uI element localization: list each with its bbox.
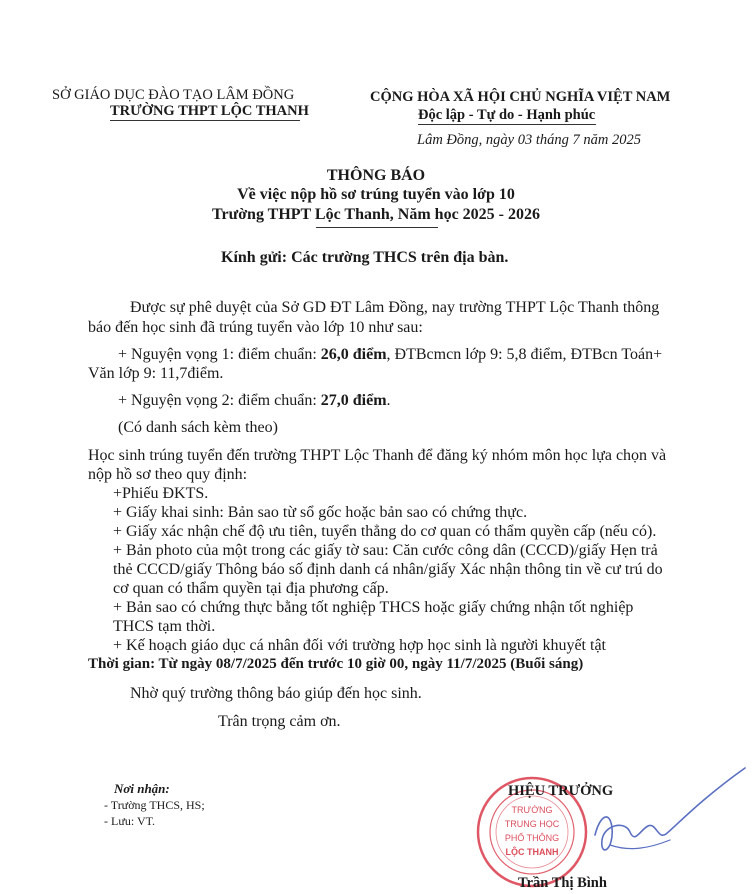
school-underline xyxy=(110,120,300,121)
notice-subject-2: Trường THPT Lộc Thanh, Năm học 2025 - 2026 xyxy=(212,206,540,223)
attachment-note: (Có danh sách kèm theo) xyxy=(118,419,278,436)
signature-title: HIỆU TRƯỞNG xyxy=(508,783,614,799)
requirement-item: THCS tạm thời. xyxy=(113,618,216,635)
intro-line-2: báo đến học sinh đã trúng tuyển vào lớp 10 như sau: xyxy=(88,319,423,336)
request-line: Nhờ quý trường thông báo giúp đến học sinh. xyxy=(130,685,422,702)
aspiration-2-rest: . xyxy=(386,392,391,409)
requirement-item: thẻ CCCD/giấy Thông báo số định danh cá nhân/giấy Xác nhận thông tin về cư trú do xyxy=(113,561,663,578)
seal-line: TRUNG HỌC xyxy=(504,819,560,829)
aspiration-1-score: 26,0 điểm xyxy=(320,346,387,363)
requirement-item: + Kế hoạch giáo dục cá nhân đối với trường hợp học sinh là người khuyết tật xyxy=(113,637,606,654)
notice-subject-1: Về việc nộp hồ sơ trúng tuyển vào lớp 10 xyxy=(237,186,515,203)
place-date: Lâm Đồng, ngày 03 tháng 7 năm 2025 xyxy=(417,132,641,148)
deadline: Thời gian: Từ ngày 08/7/2025 đến trước 10 giờ 00, ngày 11/7/2025 (Buổi sáng) xyxy=(88,656,584,672)
aspiration-1-line-2: Văn lớp 9: 11,7điểm. xyxy=(88,365,224,382)
aspiration-1-rest: , ĐTBcmcn lớp 9: 5,8 điểm, ĐTBcn Toán+ xyxy=(386,346,663,363)
aspiration-1-line-1 xyxy=(118,345,662,364)
signature-scribble-icon xyxy=(540,760,752,880)
aspiration-2-score: 27,0 điểm xyxy=(320,392,387,409)
aspiration-2-prefix: + Nguyện vọng 2: điểm chuẩn: xyxy=(118,392,321,409)
intro-line-1: Được sự phê duyệt của Sở GD ĐT Lâm Đồng, nay trường THPT Lộc Thanh thông xyxy=(130,299,660,316)
closing-line: Trân trọng cảm ơn. xyxy=(218,713,341,730)
requirements-line-2: nộp hồ sơ theo quy định: xyxy=(88,466,248,483)
seal-line: LỘC THANH xyxy=(505,847,559,857)
requirement-item: +Phiếu ĐKTS. xyxy=(113,485,209,502)
title-rule xyxy=(316,227,438,228)
requirement-item: + Bản photo của một trong các giấy tờ sau: Căn cước công dân (CCCD)/giấy Hẹn trả xyxy=(113,542,658,559)
recipients-label: Nơi nhận: xyxy=(114,781,170,796)
recipients-item: - Trường THCS, HS; xyxy=(104,798,205,812)
seal-line: PHỔ THÔNG xyxy=(504,833,560,843)
recipient-line: Kính gửi: Các trường THCS trên địa bàn. xyxy=(221,249,509,266)
republic-name: CỘNG HÒA XÃ HỘI CHỦ NGHĨA VIỆT NAM xyxy=(370,89,671,105)
motto-underline xyxy=(418,124,596,125)
motto: Độc lập - Tự do - Hạnh phúc xyxy=(418,107,596,123)
recipients-item: - Lưu: VT. xyxy=(104,814,156,828)
requirement-item: + Giấy xác nhận chế độ ưu tiên, tuyển thẳng do cơ quan có thẩm quyền cấp (nếu có). xyxy=(113,523,657,540)
seal-line: TRƯỜNG xyxy=(511,805,553,815)
department-name: SỞ GIÁO DỤC ĐÀO TẠO LÂM ĐỒNG xyxy=(52,87,295,103)
aspiration-1-prefix: + Nguyện vọng 1: điểm chuẩn: xyxy=(118,346,321,363)
aspiration-2-line xyxy=(118,391,391,410)
notice-title: THÔNG BÁO xyxy=(326,167,426,184)
signature-name: Trần Thị Bình xyxy=(518,875,607,891)
school-name: TRƯỜNG THPT LỘC THANH xyxy=(110,103,309,119)
requirements-line-1: Học sinh trúng tuyển đến trường THPT Lộc Thanh để đăng ký nhóm môn học lựa chọn và xyxy=(88,447,667,464)
requirement-item: + Giấy khai sinh: Bản sao từ sổ gốc hoặc bản sao có chứng thực. xyxy=(113,504,528,521)
requirement-item: + Bản sao có chứng thực bằng tốt nghiệp THCS hoặc giấy chứng nhận tốt nghiệp xyxy=(113,599,634,616)
requirement-item: cơ quan có thẩm quyền tại địa phương cấp. xyxy=(113,580,389,597)
